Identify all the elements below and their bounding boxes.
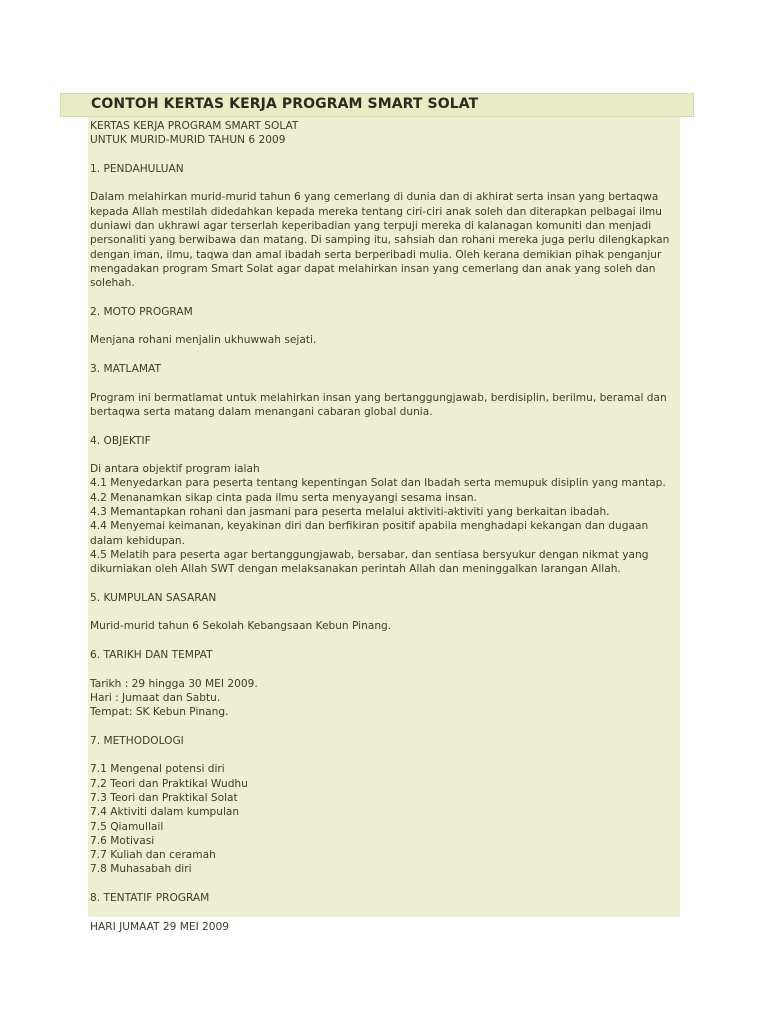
body-line: duniawi dan ukhrawi agar terserlah keperibadian yang terpuji mereka di kalanagan komuniti dan menjadi [90, 220, 652, 233]
section-body [90, 190, 678, 290]
body-line: kepada Allah mestilah didedahkan kepada mereka tentang ciri-ciri anak soleh dan diterapkan pelbagai ilmu [90, 205, 662, 218]
body-line: HARI JUMAAT 29 MEI 2009 [90, 920, 230, 933]
body-line: 7.3 Teori dan Praktikal Solat [90, 791, 238, 804]
section-body [90, 762, 678, 876]
section-body [90, 677, 678, 720]
body-line: 7.1 Mengenal potensi diri [90, 763, 225, 776]
section-heading: 8. TENTATIF PROGRAM [90, 892, 210, 905]
page-title: CONTOH KERTAS KERJA PROGRAM SMART SOLAT [91, 96, 479, 112]
body-line: Program ini bermatlamat untuk melahirkan insan yang bertanggungjawab, berdisiplin, berilmu, beramal dan [90, 391, 667, 404]
title-bar [60, 93, 694, 117]
body-line: dikurniakan oleh Allah SWT dengan melaksanakan perintah Allah dan meninggalkan larangan Allah. [90, 563, 621, 576]
section-body [90, 462, 678, 576]
body-line: 7.8 Muhasabah diri [90, 863, 192, 876]
section-body [90, 391, 678, 420]
body-line: Hari : Jumaat dan Sabtu. [90, 691, 221, 704]
body-line: 7.5 Qiamullail [90, 820, 164, 833]
body-line: 4.2 Menanamkan sikap cinta pada ilmu serta menyayangi sesama insan. [90, 491, 477, 504]
body-line: 7.6 Motivasi [90, 834, 155, 847]
section-body [90, 333, 678, 347]
section-heading: 6. TARIKH DAN TEMPAT [90, 648, 213, 661]
body-line: 4.1 Menyedarkan para peserta tentang kepentingan Solat dan Ibadah serta memupuk disiplin yang mantap. [90, 477, 666, 490]
body-line: Menjana rohani menjalin ukhuwwah sejati. [90, 334, 317, 347]
section-heading: 5. KUMPULAN SASARAN [90, 591, 217, 604]
body-line: Tempat: SK Kebun Pinang. [90, 706, 229, 719]
body-line: solehah. [90, 277, 135, 290]
body-line: Di antara objektif program ialah [90, 463, 260, 476]
body-line: Tarikh : 29 hingga 30 MEI 2009. [90, 677, 258, 690]
section-heading: 4. OBJEKTIF [90, 434, 151, 447]
section-body [90, 920, 678, 934]
body-line: dalam kehidupan. [90, 534, 186, 547]
section-heading: 7. METHODOLOGI [90, 734, 184, 747]
body-line: personaliti yang berwibawa dan matang. Di samping itu, sahsiah dan rohani mereka juga perlu dilengkapkan [90, 234, 670, 247]
body-line: 4.3 Memantapkan rohani dan jasmani para peserta melalui aktiviti-aktiviti yang berkaitan ibadah. [90, 506, 610, 519]
header-line: UNTUK MURID-MURID TAHUN 6 2009 [90, 134, 286, 147]
body-line: bertaqwa serta matang dalam menangani cabaran global dunia. [90, 405, 433, 418]
section-heading: 2. MOTO PROGRAM [90, 305, 193, 318]
body-line: 7.4 Aktiviti dalam kumpulan [90, 806, 240, 819]
header-block [90, 119, 678, 148]
body-line: dengan iman, ilmu, taqwa dan amal ibadah serta berperibadi mulia. Oleh kerana demikian pihak penganjur [90, 248, 662, 261]
body-line: 7.2 Teori dan Praktikal Wudhu [90, 777, 248, 790]
section-body [90, 619, 678, 633]
section-heading: 1. PENDAHULUAN [90, 162, 184, 175]
header-line: KERTAS KERJA PROGRAM SMART SOLAT [90, 120, 299, 132]
body-line: 4.5 Melatih para peserta agar bertanggungjawab, bersabar, dan sentiasa bersyukur dengan nikmat yang [90, 548, 649, 561]
body-line: Murid-murid tahun 6 Sekolah Kebangsaan Kebun Pinang. [90, 620, 392, 633]
body-line: Dalam melahirkan murid-murid tahun 6 yang cemerlang di dunia dan di akhirat serta insan yang bertaqwa [90, 191, 659, 204]
body-line: mengadakan program Smart Solat agar dapat melahirkan insan yang cemerlang dan anak yang soleh dan [90, 262, 656, 275]
body-line: 7.7 Kuliah dan ceramah [90, 849, 216, 862]
section-heading: 3. MATLAMAT [90, 363, 161, 376]
document-body [90, 119, 678, 948]
body-line: 4.4 Menyemai keimanan, keyakinan diri dan berfikiran positif apabila menghadapi kekangan dan dugaan [90, 520, 649, 533]
